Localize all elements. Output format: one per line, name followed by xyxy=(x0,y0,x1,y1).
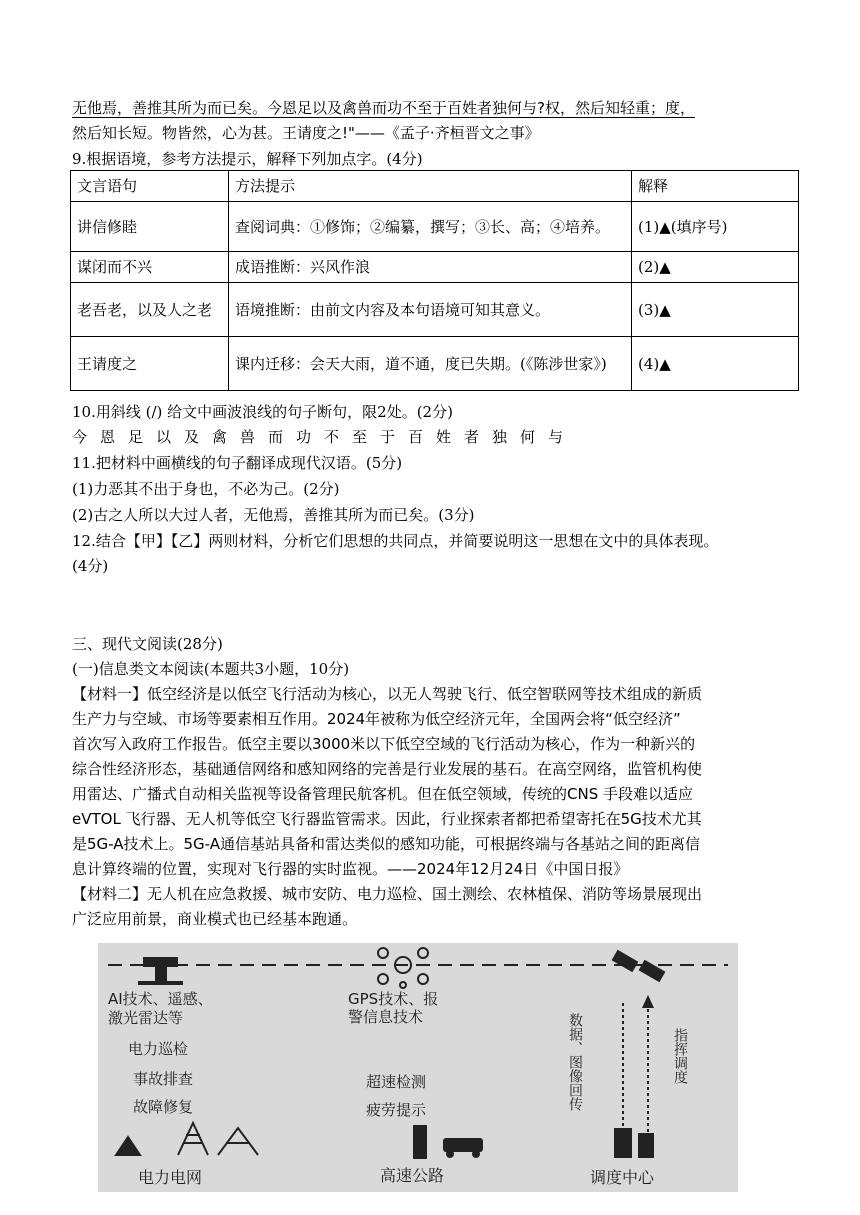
material1-line: 息计算终端的位置，实现对飞行器的实时监视。——2024年12月24日《中国日报》 xyxy=(72,860,629,878)
table-cell: 成语推断：兴风作浪 xyxy=(229,252,632,283)
section-subtitle: (一)信息类文本阅读(本题共3小题，10分) xyxy=(72,660,350,678)
power-tower-icon xyxy=(116,1123,258,1155)
figure-label: 警信息技术 xyxy=(348,1008,424,1026)
material1-line: 用雷达、广播式自动相关监视等设备管理民航客机。但在低空领域，传统的CNS 手段难以适应 xyxy=(72,785,693,803)
dispatch-building-icon xyxy=(614,1128,654,1158)
table-cell: 语境推断：由前文内容及本句语境可知其意义。 xyxy=(229,283,632,337)
table-cell: 讲信修睦 xyxy=(71,202,229,252)
material1-line: eVTOL 飞行器、无人机等低空飞行器监管需求。因此，行业探索者都把希望寄托在5G技术尤其 xyxy=(72,810,702,828)
drone-application-figure xyxy=(98,943,738,1192)
drone-icon xyxy=(378,948,428,988)
helicopter-icon xyxy=(138,957,183,985)
q12-line-1: 12.结合【甲】【乙】两则材料，分析它们思想的共同点，并简要说明这一思想在文中的具体表现。 xyxy=(72,532,719,550)
q11-title: 11.把材料中画横线的句子翻译成现代汉语。(5分) xyxy=(72,454,403,472)
table-cell: 查阅词典：①修饰；②编纂，撰写；③长、高；④培养。 xyxy=(229,202,632,252)
table-cell: 王请度之 xyxy=(71,337,229,391)
table-header: 方法提示 xyxy=(229,171,632,202)
figure-label: AI技术、遥感、 xyxy=(108,990,213,1008)
table-header: 解释 xyxy=(632,171,799,202)
figure-label: 激光雷达等 xyxy=(108,1009,184,1027)
figure-label: GPS技术、报 xyxy=(348,990,439,1008)
q11-item-2: (2)古之人所以大过人者，无他焉，善推其所为而已矣。(3分) xyxy=(72,506,475,524)
figure-label: 数据、图像回传 xyxy=(567,1013,583,1111)
q10-sentence: 今恩足以及禽兽而功不至于百姓者独何与 xyxy=(72,428,577,446)
passage-line-1: 无他焉，善推其所为而已矣。今恩足以及禽兽而功不至于百姓者独何与?权，然后知轻重；度， xyxy=(72,99,695,117)
table-cell: 老吾老，以及人之老 xyxy=(71,283,229,337)
figure-label: 超速检测 xyxy=(366,1073,427,1091)
table-row xyxy=(71,252,799,283)
passage-line-2: 然后知长短。物皆然，心为甚。王请度之!"——《孟子·齐桓晋文之事》 xyxy=(72,124,540,142)
material2-line: 广泛应用前景，商业模式也已经基本跑通。 xyxy=(72,910,358,928)
figure-label: 电力巡检 xyxy=(128,1040,189,1058)
material1-line: 首次写入政府工作报告。低空主要以3000米以下低空空域的飞行活动为核心，作为一种新兴的 xyxy=(72,735,696,753)
figure-label: 故障修复 xyxy=(133,1098,194,1116)
table-cell: 课内迁移：会天大雨，道不通，度已失期。(《陈涉世家》) xyxy=(229,337,632,391)
figure-label: 事故排查 xyxy=(133,1070,194,1088)
figure-label: 调度中心 xyxy=(590,1168,655,1187)
figure-drawing xyxy=(98,943,738,1192)
table-cell: 谋闭而不兴 xyxy=(71,252,229,283)
material1-line: 生产力与空域、市场等要素相互作用。2024年被称为低空经济元年，全国两会将“低空经济” xyxy=(72,710,681,728)
material1-line: 综合性经济形态，基础通信网络和感知网络的完善是行业发展的基石。在高空网络，监管机构使 xyxy=(72,760,703,778)
section-title: 三、现代文阅读(28分) xyxy=(72,635,223,653)
q12-line-2: (4分) xyxy=(72,557,109,575)
material1-line: 【材料一】低空经济是以低空飞行活动为核心，以无人驾驶飞行、低空智联网等技术组成的新质 xyxy=(72,685,703,703)
figure-label: 指挥调度 xyxy=(672,1028,688,1084)
highway-icon xyxy=(413,1125,483,1159)
q10-title: 10.用斜线 (/) 给文中画波浪线的句子断句，限2处。(2分) xyxy=(72,403,453,421)
q9-title: 9.根据语境，参考方法提示，解释下列加点字。(4分) xyxy=(72,150,423,168)
answer-blank: (2)▲ xyxy=(632,252,799,283)
table-row xyxy=(71,283,799,337)
answer-blank: (1)▲(填序号) xyxy=(632,202,799,252)
figure-label: 高速公路 xyxy=(380,1166,445,1185)
material1-line: 是5G-A技术上。5G-A通信基站具备和雷达类似的感知功能，可根据终端与各基站之间的距离信 xyxy=(72,835,701,853)
answer-blank: (4)▲ xyxy=(632,337,799,391)
q9-table xyxy=(70,170,799,391)
figure-label: 电力电网 xyxy=(138,1168,203,1187)
material2-line: 【材料二】无人机在应急救援、城市安防、电力巡检、国土测绘、农林植保、消防等场景展现出 xyxy=(72,885,703,903)
figure-label: 疲劳提示 xyxy=(366,1101,427,1119)
q11-item-1: (1)力恶其不出于身也，不必为己。(2分) xyxy=(72,480,340,498)
answer-blank: (3)▲ xyxy=(632,283,799,337)
table-row xyxy=(71,202,799,252)
table-row xyxy=(71,337,799,391)
table-header: 文言语句 xyxy=(71,171,229,202)
